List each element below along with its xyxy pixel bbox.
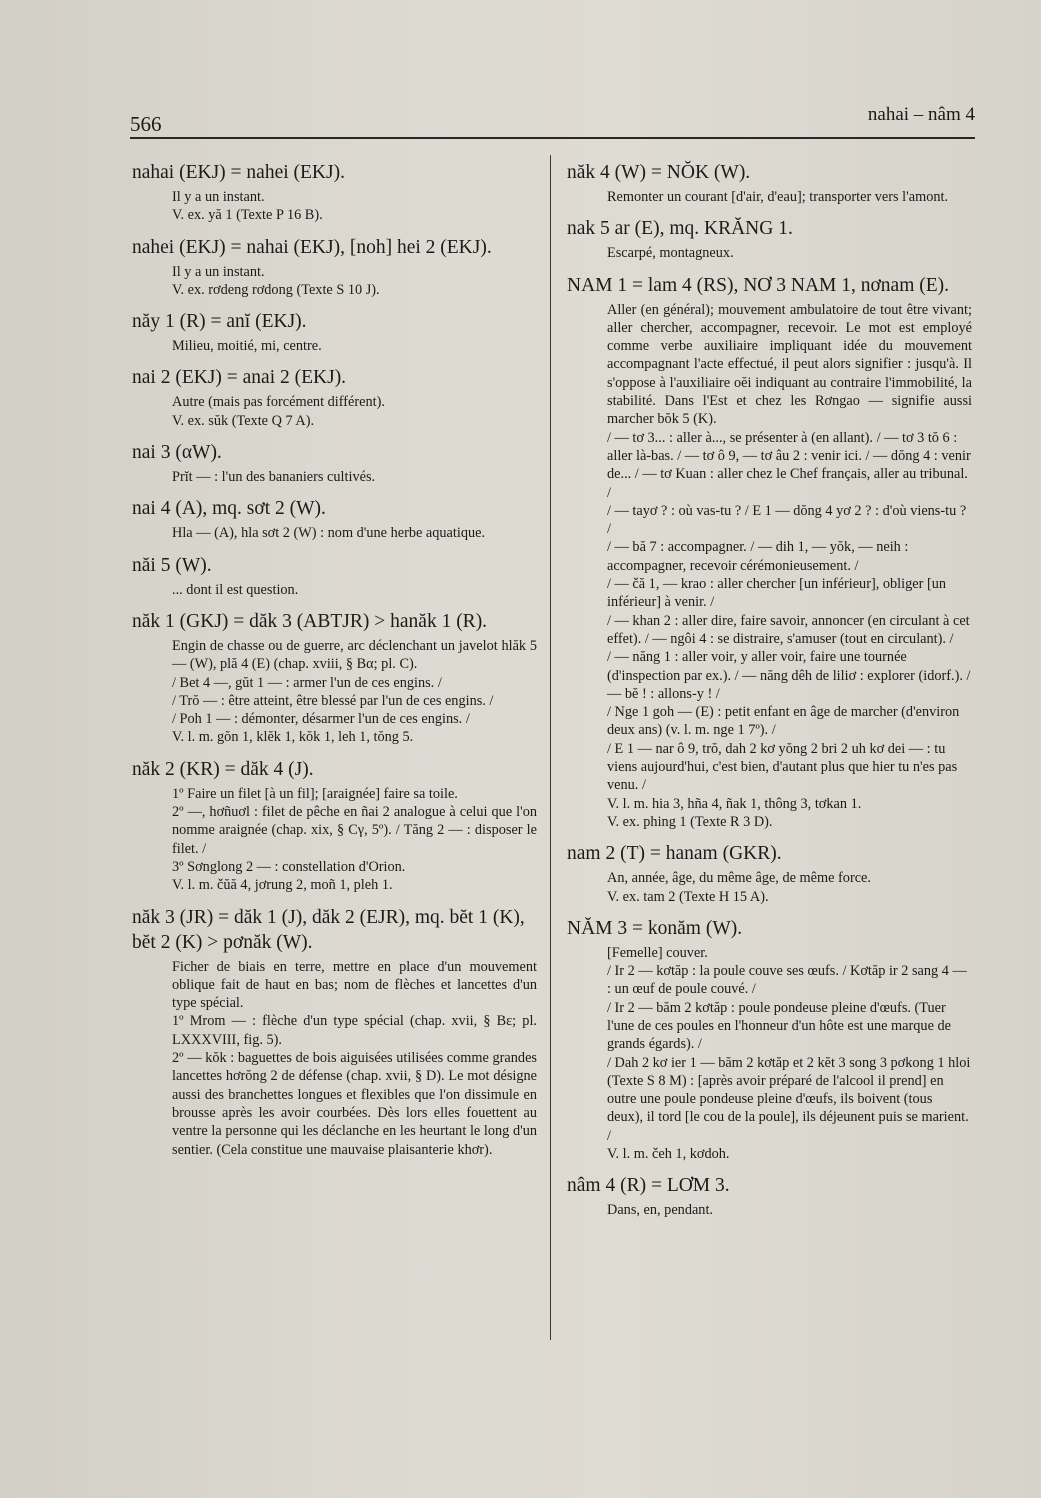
- entry-headword: nai 4 (A), mq. sơt 2 (W).: [132, 498, 326, 520]
- entry-nai-5: [132, 553, 537, 599]
- entry-sense: 3º Sơnglong 2 — : constellation d'Orion.: [172, 858, 406, 875]
- entry-headword: nahai (EKJ) = nahei (EKJ).: [132, 162, 345, 183]
- entry-definition: Aller (en général); mouvement ambulatoire de tout être vivant; aller chercher, accompagner, recevoir. Le mot est employé comme verbe auxiliaire impliquant idée du mouvement accompagnant l'acte effectué, il peut alors signifier : jusqu'à. Il s'oppose à l'auxiliaire oĕi indiquant au contraire l'immobilité, la stabilité. Dans l'Est et chez les Rơngao — signifie aussi marcher bŏk 5 (K).: [607, 301, 972, 428]
- entry-headword: năk 1 (GKJ) = dăk 3 (ABTJR) > hanăk 1 (R).: [132, 610, 488, 632]
- entry-example: V. ex. tam 2 (Texte H 15 A).: [607, 888, 769, 905]
- entry-definition: Dans, en, pendant.: [607, 1202, 714, 1219]
- entry-headword: nâm 4 (R) = LƠM 3.: [567, 1175, 730, 1197]
- entry-nam-3: [567, 916, 972, 1164]
- entry-phrase: / E 1 — nar ô 9, trŏ, dah 2 kơ yŏng 2 bri 2 uh kơ dei — : tu viens aujourd'hui, c'est bien, d'autant plus que hier tu n'es pas venu. /: [607, 740, 958, 794]
- entry-definition: Ficher de biais en terre, mettre en place d'un mouvement oblique fait de haut en bas; nom de flèches et lancettes d'un type spécial.: [172, 958, 537, 1012]
- entry-phrase: / Bet 4 —, gŭt 1 — : armer l'un de ces engins. /: [172, 674, 442, 691]
- column-divider: [550, 155, 551, 1340]
- entry-nam-4: [567, 1173, 972, 1219]
- entry-phrase: / — bă 7 : accompagner. / — dih 1, — yŏk, — neih : accompagner, recevoir cérémonieusement. /: [607, 539, 909, 574]
- entry-phrase: / — tơ 3... : aller à..., se présenter à (en allant). / — tơ 3 tŏ 6 : aller là-bas. / — tơ ô 9, — tơ âu 2 : venir ici. / — dŏng 4 : venir de... / — tơ Kuan : aller chez le Chef français, aller au tribunal. /: [607, 429, 971, 501]
- entry-phrase: / Nge 1 goh — (E) : petit enfant en âge de marcher (d'environ deux ans) (v. l. m. nge 1 7º). /: [607, 704, 960, 739]
- entry-crossref: V. l. m. čŭă 4, jơrung 2, moñ 1, pleh 1.: [172, 877, 393, 894]
- entry-nam-2: [567, 841, 972, 906]
- entry-nai-3: [132, 440, 537, 486]
- entry-crossref: V. l. m. gŏn 1, klĕk 1, kŏk 1, leh 1, tŏng 5.: [172, 729, 414, 746]
- page-header: [130, 100, 975, 140]
- entry-definition: Prĭt — : l'un des bananiers cultivés.: [172, 469, 376, 486]
- entry-headword: năk 3 (JR) = dăk 1 (J), dăk 2 (EJR), mq. bĕt 1 (K), bĕt 2 (K) > pơnăk (W).: [132, 906, 525, 953]
- page-number: 566: [130, 112, 162, 136]
- entry-nam-1: [567, 273, 972, 832]
- entry-nai-2: [132, 365, 537, 430]
- left-column: [132, 160, 537, 1169]
- entry-headword: NAM 1 = lam 4 (RS), NƠ 3 NAM 1, nơnam (E).: [567, 274, 950, 296]
- entry-headword: NĂM 3 = konăm (W).: [567, 917, 743, 939]
- entry-definition: Escarpé, montagneux.: [607, 245, 734, 262]
- entry-definition: Autre (mais pas forcément différent).: [172, 394, 385, 411]
- entry-nak-3: [132, 905, 537, 1159]
- entry-definition: Hla — (A), hla sơt 2 (W) : nom d'une herbe aquatique.: [172, 525, 486, 542]
- entry-headword: nai 3 (αW).: [132, 442, 222, 464]
- entry-definition: [Femelle] couver.: [607, 944, 708, 961]
- entry-definition: Engin de chasse ou de guerre, arc déclenchant un javelot hlăk 5 — (W), plă 4 (E) (chap. xviii, § Bα; pl. C).: [172, 637, 537, 673]
- entry-nak-5: [567, 216, 972, 262]
- entry-phrase: / — čă 1, — krao : aller chercher [un inférieur], obliger [un inférieur] à venir. /: [607, 576, 947, 611]
- entry-phrase: / — khan 2 : aller dire, faire savoir, annoncer (en circulant à cet effet). / — ngôi 4 : se distraire, s'amuser (tout en circulant). /: [607, 612, 970, 647]
- entry-headword: nahei (EKJ) = nahai (EKJ), [noh] hei 2 (EKJ).: [132, 236, 492, 258]
- entry-sense: 2º — kŏk : baguettes de bois aiguisées utilisées comme grandes lancettes hơrŏng 2 de défense (chap. xvii, § D). Le mot désigne aussi des branchettes longues et flexibles que l'on dissimule en brousse après les avoir courbées. Dès lors elles fouettent au ventre la personne qui les déclanche en les heurtant le long d'un sentier. (Cela constitue une mauvaise plaisanterie khơr).: [172, 1050, 537, 1158]
- entry-headword: năk 2 (KR) = dăk 4 (J).: [132, 758, 314, 780]
- right-column: [567, 160, 972, 1230]
- entry-definition: An, année, âge, du même âge, de même force.: [607, 870, 871, 887]
- entry-example: V. ex. phing 1 (Texte R 3 D).: [607, 813, 773, 830]
- entry-example: V. ex. rơdeng rơdong (Texte S 10 J).: [172, 281, 380, 298]
- entry-definition: ... dont il est question.: [172, 581, 299, 598]
- header-rule: [130, 137, 975, 139]
- entry-phrase: / Trŏ — : être atteint, être blessé par l'un de ces engins. /: [172, 692, 494, 709]
- entry-phrase: / — năng 1 : aller voir, y aller voir, faire une tournée (d'inspection par ex.). / — năng dêh de liliơ : explorer (idorf.). / — bĕ ! : allons-y ! /: [607, 649, 971, 702]
- entry-nai-4: [132, 496, 537, 542]
- entry-nak-4: [567, 160, 972, 206]
- entry-headword: năy 1 (R) = anĭ (EKJ).: [132, 311, 307, 333]
- entry-headword: nam 2 (T) = hanam (GKR).: [567, 843, 782, 865]
- entry-headword: nak 5 ar (E), mq. KRĂNG 1.: [567, 218, 793, 240]
- entry-crossref: V. l. m. hia 3, hña 4, ñak 1, thông 3, tơkan 1.: [607, 795, 862, 812]
- entry-definition: Remonter un courant [d'air, d'eau]; transporter vers l'amont.: [607, 189, 949, 205]
- entry-phrase: / Ir 2 — băm 2 kơtăp : poule pondeuse pleine d'œufs. (Tuer l'une de ces poules en l'honneur d'un hôte est une marque de grands égards). /: [607, 999, 951, 1053]
- entry-nay: [132, 309, 537, 355]
- entry-nak-2: [132, 757, 537, 895]
- entry-nahei: [132, 235, 537, 300]
- entry-example: V. ex. sŭk (Texte Q 7 A).: [172, 412, 315, 429]
- entry-phrase: / Ir 2 — kơtăp : la poule couve ses œufs. / Kơtăp ir 2 sang 4 — : un œuf de poule couvé. /: [607, 963, 967, 998]
- entry-phrase: / Dah 2 kơ ier 1 — băm 2 kơtăp et 2 kĕt 3 song 3 pơkong 1 hloi (Texte S 8 M) : [après avoir préparé de l'alcool il prend] en outre une poule pondeuse pleine d'œufs, ils boivent (tous deux), il tord [le cou de la poule], ils déjeunent puis se marient. /: [607, 1054, 971, 1144]
- entry-definition: Milieu, moitié, mi, centre.: [172, 338, 322, 355]
- entry-sense: 1º Mrom — : flèche d'un type spécial (chap. xvii, § Bε; pl. LXXXVIII, fig. 5).: [172, 1013, 537, 1048]
- entry-definition: Il y a un instant.: [172, 189, 265, 205]
- entry-sense: 2º —, hơñuơl : filet de pêche en ñai 2 analogue à celui que l'on nomme araignée (chap. xix, § Cγ, 5º). / Tăng 2 — : disposer le filet. /: [172, 804, 537, 857]
- running-head: nahai – nâm 4: [867, 104, 975, 125]
- entry-phrase: / Poh 1 — : démonter, désarmer l'un de ces engins. /: [172, 711, 470, 728]
- entry-headword: năk 4 (W) = NŎK (W).: [567, 162, 751, 183]
- entry-sense: 1º Faire un filet [à un fil]; [araignée] faire sa toile.: [172, 785, 458, 802]
- entry-nahai: [132, 160, 537, 225]
- entry-headword: năi 5 (W).: [132, 554, 212, 576]
- entry-nak-1: [132, 609, 537, 747]
- entry-crossref: V. l. m. čeh 1, kơdoh.: [607, 1146, 730, 1163]
- entry-phrase: / — tayơ ? : où vas-tu ? / E 1 — dŏng 4 yơ 2 ? : d'où viens-tu ? /: [607, 502, 967, 538]
- entry-example: V. ex. yă 1 (Texte P 16 B).: [172, 207, 323, 224]
- entry-headword: nai 2 (EKJ) = anai 2 (EKJ).: [132, 367, 347, 389]
- entry-definition: Il y a un instant.: [172, 263, 265, 280]
